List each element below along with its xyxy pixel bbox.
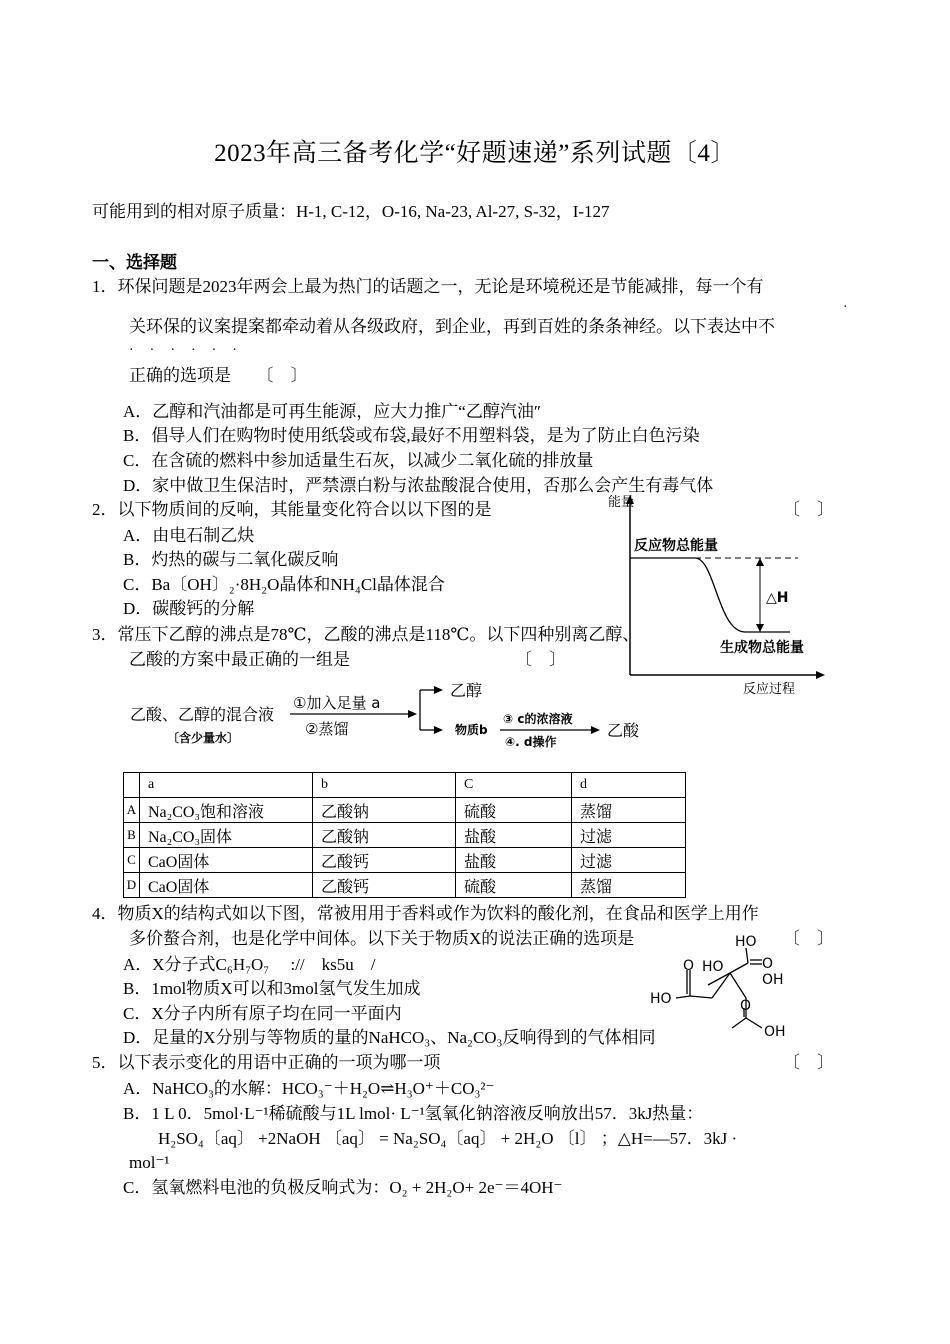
q2-bracket: 〔 〕: [783, 500, 834, 519]
table-cell: [124, 773, 140, 798]
table-header: C: [456, 773, 572, 798]
q4-option-c: C．X分子内所有原子均在同一平面内: [123, 1004, 402, 1023]
q4-option-a: A．X分子式C₆H₇O₇ :// ks5u /: [123, 955, 376, 974]
atom-label: O: [683, 958, 695, 974]
water-note: 〔含少量水〕: [167, 731, 240, 745]
product-energy-label: 生成物总能量: [720, 640, 804, 656]
q5-option-b-line1: B．1 L 0．5mol·L⁻¹稀硫酸与1L lmol· L⁻¹氢氧化钠溶液反响放出57．3kJ热量：: [123, 1104, 704, 1123]
atom-label: OH: [762, 972, 784, 988]
table-cell: CaO固体: [140, 848, 313, 873]
atom-label: HO: [735, 934, 757, 950]
q2-option-c: C．Ba〔OH〕₂·8H₂O晶体和NH₄Cl晶体混合: [123, 575, 445, 594]
substance-b: 物质b: [455, 723, 488, 737]
x-axis-arrow: [816, 671, 825, 679]
q3-stem-line2: 乙酸的方案中最正确的一组是: [129, 650, 350, 669]
atom-label: HO: [702, 959, 724, 975]
table-cell: A: [124, 798, 140, 823]
arrowhead: [434, 686, 443, 694]
step3-label: ③ c的浓溶液: [503, 712, 573, 726]
arrowhead: [434, 726, 443, 734]
separation-scheme: [125, 674, 655, 756]
delta-h-arrowhead-up: [756, 558, 764, 566]
q5-option-a: A．NaHCO₃的水解：HCO₃⁻＋H₂O⇌H₃O⁺＋CO₃²⁻: [123, 1079, 495, 1098]
q2-option-d: D．碳酸钙的分解: [123, 599, 255, 618]
table-header-row: [124, 773, 686, 798]
q1-option-a: A．乙醇和汽油都是可再生能源，应大力推广“乙醇汽油″: [123, 402, 541, 421]
step4-label: ④. d操作: [505, 735, 557, 749]
q4-option-d: D．足量的X分别与等物质的量的NaHCO₃、Na₂CO₃反响得到的气体相同: [123, 1028, 656, 1047]
q1-stem-line3: 正确的选项是 〔 〕: [129, 366, 308, 385]
step1-label: ①加入足量 a: [293, 694, 381, 712]
q4-stem-line2: 多价螯合剂，也是化学中间体。以下关于物质X的说法正确的选项是: [129, 929, 635, 948]
q1-stem-line2: 关环保的议案提案都牵动着从各级政府，到企业，再到百姓的条条神经。以下表达中不: [129, 317, 775, 336]
q3-options-table: [123, 772, 686, 898]
arrowhead: [408, 710, 417, 718]
emphasis-dots: ······: [129, 343, 253, 358]
table-cell: 硫酸: [456, 873, 572, 898]
atom-label: HO: [650, 991, 672, 1007]
acetic-acid-product: 乙酸: [607, 721, 640, 740]
q3-bracket: 〔 〕: [515, 650, 566, 669]
table-cell: B: [124, 823, 140, 848]
table-cell: D: [124, 873, 140, 898]
table-header: b: [313, 773, 456, 798]
mixture-label: 乙酸、乙醇的混合液: [130, 705, 275, 724]
table-cell: 蒸馏: [572, 798, 686, 823]
arrowhead: [591, 726, 600, 734]
delta-h-label: △H: [766, 590, 789, 606]
q5-stem: 5．以下表示变化的用语中正确的一项为哪一项: [92, 1053, 441, 1072]
table-cell: C: [124, 848, 140, 873]
page-title: 2023年高三备考化学“好题速递”系列试题〔4〕: [214, 140, 736, 167]
table-cell: 乙酸钙: [313, 873, 456, 898]
citric-acid-structure: [640, 928, 800, 1048]
ethanol-product: 乙醇: [450, 681, 483, 700]
q5-option-b-line2: H₂SO₄〔aq〕 +2NaOH 〔aq〕 = Na₂SO₄〔aq〕 + 2H₂O 〔l〕 ；△H=—57．3kJ ·: [158, 1129, 738, 1148]
y-axis-label: 能量: [608, 495, 635, 510]
q4-stem-line1: 4．物质X的结构式如以下图，常被用用于香料或作为饮料的酸化剂，在食品和医学上用作: [92, 904, 759, 923]
table-header: a: [140, 773, 313, 798]
q3-stem-line1: 3．常压下乙醇的沸点是78℃，乙酸的沸点是118℃。以下四种别离乙醇、: [92, 625, 640, 644]
table-cell: CaO固体: [140, 873, 313, 898]
emphasis-dot: ·: [843, 300, 848, 315]
q1-stem-line1: 1．环保问题是2023年两会上最为热门的话题之一，无论是环境税还是节能减排，每一个有: [92, 277, 764, 296]
q1-option-d: D．家中做卫生保洁时，严禁漂白粉与浓盐酸混合使用，否那么会产生有毒气体: [123, 476, 714, 495]
atom-label: OH: [764, 1024, 786, 1040]
energy-diagram: [600, 490, 830, 700]
table-cell: 盐酸: [456, 823, 572, 848]
q1-option-c: C．在含硫的燃料中参加适量生石灰，以减少二氧化硫的排放量: [123, 451, 594, 470]
table-cell: 乙酸钠: [313, 798, 456, 823]
atom-label: O: [740, 998, 752, 1014]
x-axis-label: 反应过程: [743, 682, 796, 697]
q5-option-c: C．氢氧燃料电池的负极反响式为：O₂ + 2H₂O+ 2e⁻＝4OH⁻: [123, 1178, 563, 1197]
step2-label: ②蒸馏: [305, 720, 349, 738]
table-cell: Na₂CO₃饱和溶液: [140, 798, 313, 823]
reactant-energy-label: 反应物总能量: [634, 538, 718, 554]
q4-option-b: B．1mol物质X可以和3mol氢气发生加成: [123, 979, 421, 998]
q2-stem: 2．以下物质间的反响，其能量变化符合以以下图的是: [92, 500, 492, 519]
atomic-mass-note: 可能用到的相对原子质量：H-1, C-12，O-16, Na-23, Al-27, S-32，I-127: [92, 202, 610, 221]
section-heading: 一、选择题: [92, 253, 177, 272]
table-cell: 乙酸钠: [313, 823, 456, 848]
table-cell: 乙酸钙: [313, 848, 456, 873]
table-cell: 蒸馏: [572, 873, 686, 898]
table-row: [124, 848, 686, 873]
table-cell: 硫酸: [456, 798, 572, 823]
table-row: [124, 873, 686, 898]
delta-h-arrowhead-down: [756, 624, 764, 632]
table-cell: Na₂CO₃固体: [140, 823, 313, 848]
q1-option-b: B．倡导人们在购物时使用纸袋或布袋,最好不用塑料袋，是为了防止白色污染: [123, 426, 700, 445]
q2-option-a: A．由电石制乙炔: [123, 526, 255, 545]
q2-option-b: B．灼热的碳与二氧化碳反响: [123, 550, 339, 569]
table-cell: 盐酸: [456, 848, 572, 873]
q4-bracket: 〔 〕: [783, 929, 834, 948]
table-row: [124, 798, 686, 823]
atom-label: O: [762, 956, 774, 972]
q5-option-b-line3: mol⁻¹: [129, 1153, 170, 1172]
table-cell: 过滤: [572, 848, 686, 873]
table-header: d: [572, 773, 686, 798]
table-cell: 过滤: [572, 823, 686, 848]
q5-bracket: 〔 〕: [783, 1053, 834, 1072]
table-row: [124, 823, 686, 848]
